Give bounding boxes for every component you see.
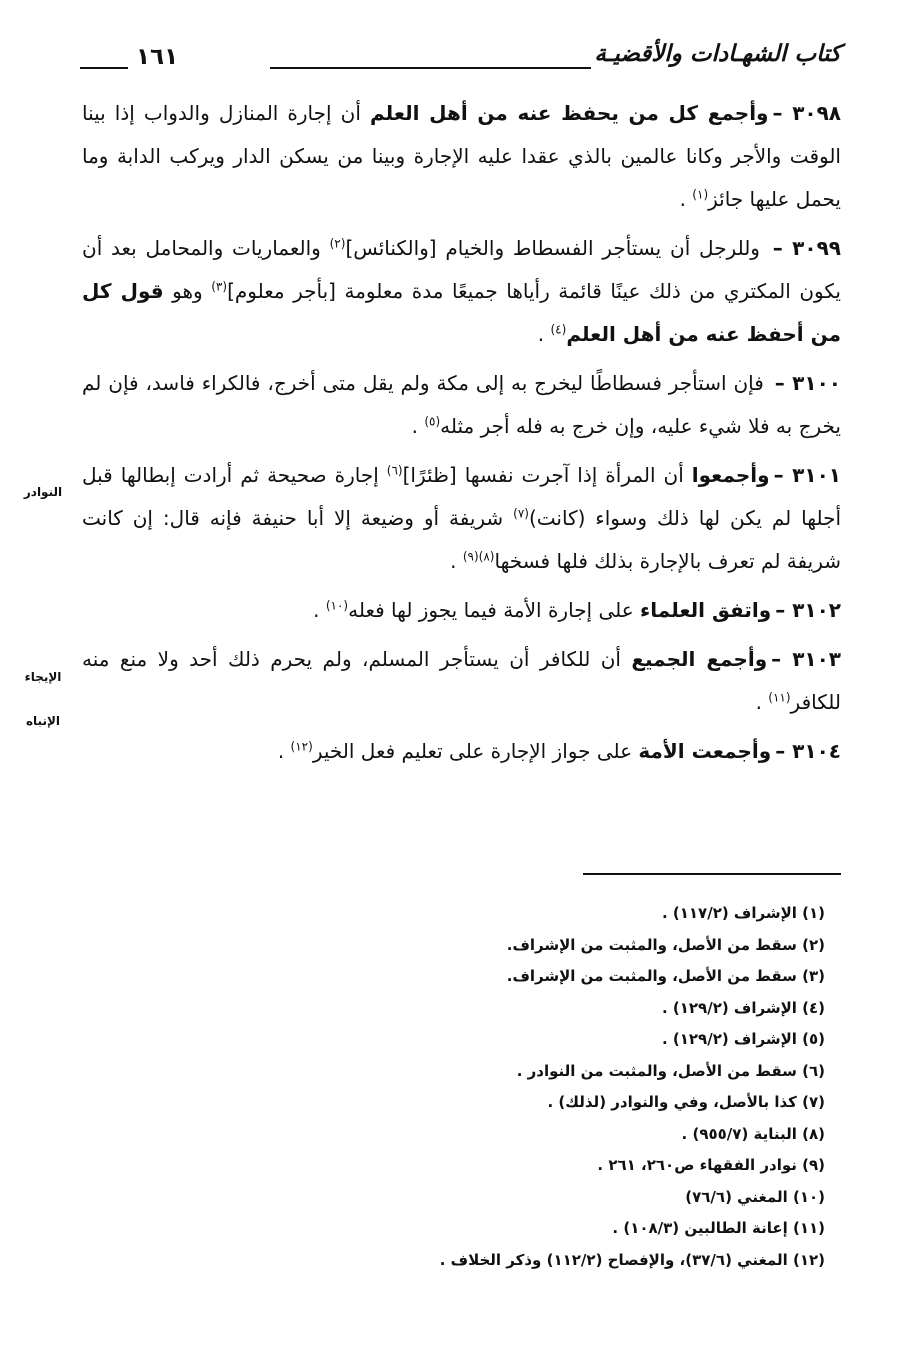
paragraph-number: ٣٠٩٨ – [772, 101, 842, 125]
paragraph [82, 638, 841, 724]
footnote-ref: (٧) [513, 506, 529, 521]
text-run: وهو [163, 279, 212, 303]
footnote-ref: (٣) [211, 279, 228, 294]
footnote-item: (١) الإشراف (١١٧/٢) . [661, 904, 825, 922]
text-run: وللرجل أن يستأجر الفسطاط والخيام [والكنائس] [345, 236, 769, 260]
footnote-item: (١٠) المغني (٧٦/٦) [685, 1187, 825, 1206]
text-run: والعماريات والمحامل بعد أن يكون المكتري من ذلك عينًا قائمة رأياها جميعًا مدة معلومة [بأجر معلوم] [82, 236, 841, 303]
paragraph-number: ٣١٠١ – [773, 463, 841, 487]
footnote-separator [583, 873, 841, 875]
footnote-item: (٦) سقط من الأصل، والمثبت من النوادر . [516, 1061, 825, 1080]
footnote-item: (١١) إعانة الطالبين (١٠٨/٣) . [612, 1219, 825, 1237]
footnote-item: (٣) سقط من الأصل، والمثبت من الإشراف. [506, 967, 825, 985]
paragraph-number: ٣٠٩٩ – [772, 236, 841, 260]
footnote-item: (٩) نوادر الفقهاء ص٢٦٠، ٢٦١ . [597, 1156, 825, 1174]
footnote-ref: (٤) [550, 322, 567, 337]
footnote-item: (٢) سقط من الأصل، والمثبت من الإشراف. [506, 935, 825, 954]
footnote-item: (٧) كذا بالأصل، وفي والنوادر (لذلك) . [547, 1093, 825, 1111]
paragraph-number: ٣١٠٠ – [774, 371, 841, 395]
footnote-item: (٤) الإشراف (١٢٩/٢) . [661, 998, 825, 1017]
bold-phrase: وأجمع الجميع [631, 647, 768, 671]
text-run: فإن استأجر فسطاطًا ليخرج به إلى مكة ولم يقل متى أخرج، فالكراء فاسد، فإن لم يخرج به فلا شيء عليه، وإن خرج به فله أجر مثله [82, 371, 841, 438]
text-run: أن للكافر أن يستأجر المسلم، ولم يحرم ذلك أحد ولا منع منه للكافر [82, 647, 841, 714]
bold-phrase: قول كل من أحفظ عنه من أهل العلم [82, 279, 841, 346]
footnote-item: (٥) الإشراف (١٢٩/٢) . [661, 1030, 825, 1048]
margin-note-ijaa: الإيجاء [24, 670, 62, 684]
text-run: إجارة صحيحة ثم أرادت إبطالها قبل أجلها لم يكن لها ذلك وسواء (كانت) [82, 463, 842, 530]
paragraph-number: ٣١٠٣ – [771, 647, 842, 671]
book-title: كتاب الشهـادات والأقضيـة [594, 40, 841, 67]
paragraph [82, 362, 841, 448]
paragraph [82, 589, 841, 632]
footnote-ref: (١٠) [325, 598, 349, 613]
footnote-ref: (٨)(٩) [462, 549, 495, 564]
text-run: . [313, 598, 326, 622]
text-run: . [277, 739, 291, 763]
text-run: . [537, 322, 551, 346]
footnote-ref: (٥) [424, 414, 441, 429]
footnote-item: (١٢) المغني (٣٧/٦)، والإفصاح (١١٢/٢) وذكر الخلاف . [439, 1250, 825, 1269]
margin-note-inbah: الإنباه [25, 714, 61, 728]
bold-phrase: وأجمعت الأمة [638, 739, 772, 763]
bold-phrase: وأجمعوا [691, 463, 770, 487]
text-run: . [450, 549, 463, 573]
footnote-ref: (١) [692, 187, 709, 202]
paragraph [82, 92, 841, 221]
paragraph-number: ٣١٠٢ – [775, 598, 841, 622]
paragraph [82, 227, 841, 356]
running-header [80, 38, 841, 78]
bold-phrase: واتفق العلماء [640, 598, 772, 622]
text-run: . [411, 414, 425, 438]
text-run: على جواز الإجارة على تعليم فعل الخير [312, 739, 639, 763]
footnotes [60, 898, 825, 1276]
footnote-item: (٨) البناية (٩٥٥/٧) . [681, 1124, 825, 1143]
bold-phrase: وأجمع كل من يحفظ عنه من أهل العلم [369, 101, 769, 125]
text-run: أن المرأة إذا آجرت نفسها [ظئرًا] [402, 463, 692, 487]
page-number: ١٦١ [136, 44, 179, 70]
margin-note-nawadir: النوادر [23, 485, 63, 499]
text-run: . [679, 187, 693, 211]
header-rule-left [80, 67, 128, 69]
text-run: . [755, 690, 769, 714]
footnote-ref: (٢) [329, 236, 346, 251]
text-run: أن إجارة المنازل والدواب إذا بينا الوقت والأجر وكانا عالمين بالذي عقدا عليه الإجارة وبينا من يسكن الدار ويركب الدابة وما يحمل عليها جائز [82, 101, 841, 211]
paragraph [82, 454, 841, 583]
footnote-ref: (١١) [768, 690, 791, 705]
text-run: على إجارة الأمة فيما يجوز لها فعله [348, 598, 641, 622]
paragraph-number: ٣١٠٤ – [775, 739, 841, 763]
footnote-ref: (١٢) [290, 739, 313, 754]
footnote-ref: (٦) [386, 463, 403, 478]
header-rule-right [270, 67, 591, 69]
text-run: شريفة أو وضيعة إلا أبا حنيفة فإنه قال: إن كانت شريفة لم تعرف بالإجارة بذلك فلها فسخها [82, 506, 841, 573]
main-text [82, 92, 841, 779]
paragraph [82, 730, 841, 773]
